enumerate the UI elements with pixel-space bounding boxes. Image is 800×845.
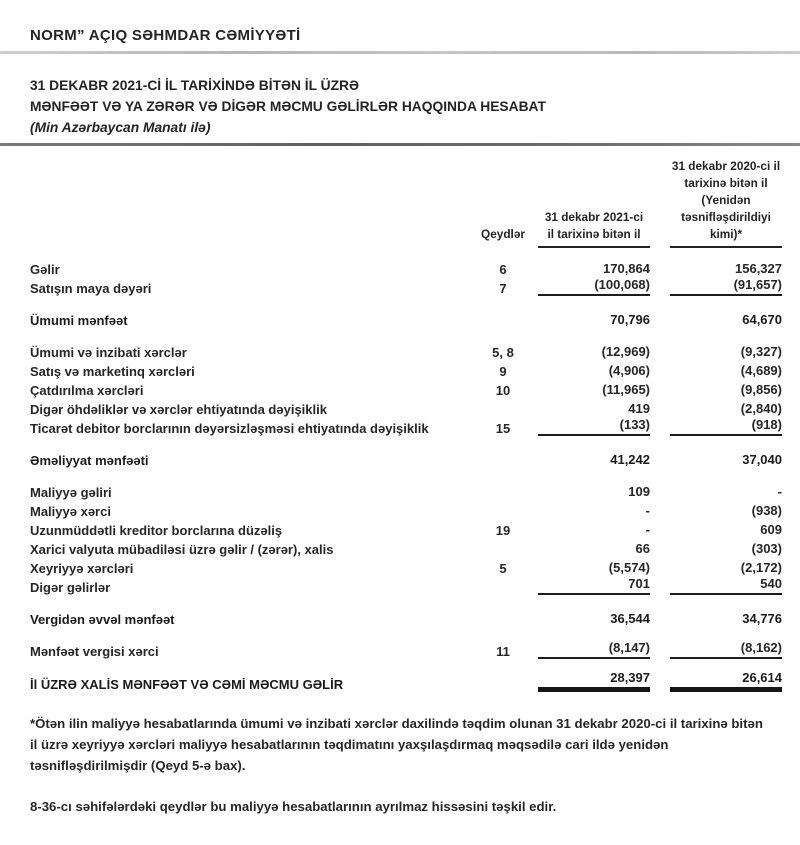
row-value-2021: 28,397 [538,670,650,692]
row-label: Digər gəlirlər [30,580,111,595]
statement-row [30,417,782,436]
divider-heading [0,143,800,146]
row-value-2020: 37,040 [742,452,782,467]
row-value-2021: (4,906) [608,363,650,378]
row-value-2021: (11,965) [602,382,650,397]
statement-row [30,379,782,398]
row-value-2021: (12,969) [601,344,650,359]
row-value-2021: 70,796 [610,312,650,327]
row-value-2021: 36,544 [610,611,650,626]
col-header-line: təsnifləşdirildiyi [681,210,771,224]
row-value-2020: (918) [670,417,782,436]
row-note-ref: 9 [499,364,507,379]
row-note-ref: 10 [495,383,511,398]
row-label: Satış və marketinq xərcləri [30,364,195,379]
row-note-ref: 5 [499,561,507,576]
row-label: Ümumi mənfəət [30,313,128,328]
row-label: Xarici valyuta mübadiləsi üzrə gəlir / (zərər), xalis [30,542,334,557]
row-value-2020: 156,327 [735,261,782,276]
row-value-2021: 170,864 [603,261,650,276]
statement-row [30,277,782,296]
row-note-ref: 7 [499,281,507,296]
statement-row [30,640,782,659]
row-value-2021: 419 [628,401,650,416]
statement-row [30,519,782,538]
col-header-notes: Qeydlər [481,227,525,241]
row-label: Maliyyə gəliri [30,485,112,500]
row-label: Əməliyyat mənfəəti [30,453,149,468]
row-note-ref: 6 [499,262,507,277]
row-value-2020: (9,856) [740,382,782,397]
statement-row [30,557,782,576]
row-label: Ümumi və inzibati xərclər [30,345,187,360]
report-title-line1: 31 DEKABR 2021-Cİ İL TARİXİNDƏ BİTƏN İL ÜZRƏ [30,78,360,93]
col-header-2021 [538,209,650,248]
footnote-reclassification: *Ötən ilin maliyyə hesabatlarında ümumi və inzibati xərclər daxilində təqdim olunan 31 dekabr 2020-ci il tarixinə bitən il üzrə xeyriyyə xərcləri maliyyə hesabatlarının təqdimatını yaxşılaşdırmaq məqsədilə cari ildə yenidən təsnifləşdirilmişdir (Qeyd 5-ə bax). [30,716,763,773]
row-note-ref: 15 [495,421,511,436]
row-label: Vergidən əvvəl mənfəət [30,612,175,627]
row-value-2020: (9,327) [740,344,782,359]
row-label: Mənfəət vergisi xərci [30,644,159,659]
col-header-line: kimi)* [709,227,743,241]
statement-row [30,398,782,417]
statement-row [30,500,782,519]
row-value-2020: 26,614 [670,670,782,692]
row-value-2021: 109 [628,484,650,499]
statement-row [30,360,782,379]
row-label: Maliyyə xərci [30,504,111,519]
divider-top [0,51,800,54]
row-label: İl ÜZRƏ XALİS MƏNFƏƏT VƏ CƏMİ MƏCMU GƏLİR [30,677,344,692]
statement-row [30,481,782,500]
col-header-line: il tarixinə bitən il [547,227,641,241]
col-header-line: (Yenidən [701,193,751,207]
row-value-2021: (8,147) [538,640,650,659]
row-value-2020: 34,776 [742,611,782,626]
statement-row [30,258,782,277]
row-value-2021: (5,574) [608,560,650,575]
company-name: NORM” AÇIQ SƏHMDAR CƏMİYYƏTİ [30,27,301,44]
row-value-2021: - [645,503,650,518]
statement-row [30,449,782,468]
row-value-2020: (938) [751,503,782,518]
col-header-line: 31 dekabr 2020-ci il [671,159,781,173]
footnotes [30,713,782,817]
col-header-line: tarixinə bitən il [684,176,768,190]
table-header [30,158,782,248]
report-title-line2: MƏNFƏƏT VƏ YA ZƏRƏR VƏ DİGƏR MƏCMU GƏLİRLƏR HAQQINDA HESABAT [30,99,546,114]
row-value-2021: 701 [538,576,650,595]
row-value-2020: 64,670 [742,312,782,327]
col-header-line: 31 dekabr 2021-ci [544,210,644,224]
row-label: Gəlir [30,262,60,277]
row-label: Uzunmüddətli kreditor borclarına düzəliş [30,523,283,538]
row-label: Xeyriyyə xərcləri [30,561,134,576]
row-value-2021: 66 [635,541,650,556]
row-label: Çatdırılma xərcləri [30,383,144,398]
col-header-2020 [670,158,782,248]
row-value-2020: - [777,484,782,499]
row-value-2020: (8,162) [670,640,782,659]
statement-row [30,608,782,627]
row-value-2020: 540 [670,576,782,595]
row-value-2020: 609 [760,522,782,537]
footnote-notes-reference: 8-36-cı səhifələrdəki qeydlər bu maliyyə hesabatlarının ayrılmaz hissəsini təşkil edir. [30,799,557,814]
row-label: Ticarət debitor borclarının dəyərsizləşməsi ehtiyatında dəyişiklik [30,421,429,436]
statement-row [30,670,782,692]
row-value-2020: (303) [751,541,782,556]
report-heading [30,75,782,138]
row-note-ref: 11 [496,644,510,659]
row-note-ref: 19 [495,523,511,538]
row-value-2020: (2,840) [740,401,782,416]
statement-rows [30,258,782,692]
row-value-2020: (2,172) [740,560,782,575]
row-value-2020: (91,657) [670,277,782,296]
statement-row [30,576,782,595]
row-note-ref: 5, 8 [492,345,514,360]
row-label: Satışın maya dəyəri [30,281,152,296]
row-value-2021: - [645,522,650,537]
statement-row [30,309,782,328]
row-value-2021: (100,068) [538,277,650,296]
statement-row [30,341,782,360]
units-note: (Min Azərbaycan Manatı ilə) [30,120,211,135]
row-label: Digər öhdəliklər və xərclər ehtiyatında dəyişiklik [30,402,327,417]
statement-row [30,538,782,557]
row-value-2020: (4,689) [740,363,782,378]
row-value-2021: (133) [538,417,650,436]
row-value-2021: 41,242 [610,452,650,467]
